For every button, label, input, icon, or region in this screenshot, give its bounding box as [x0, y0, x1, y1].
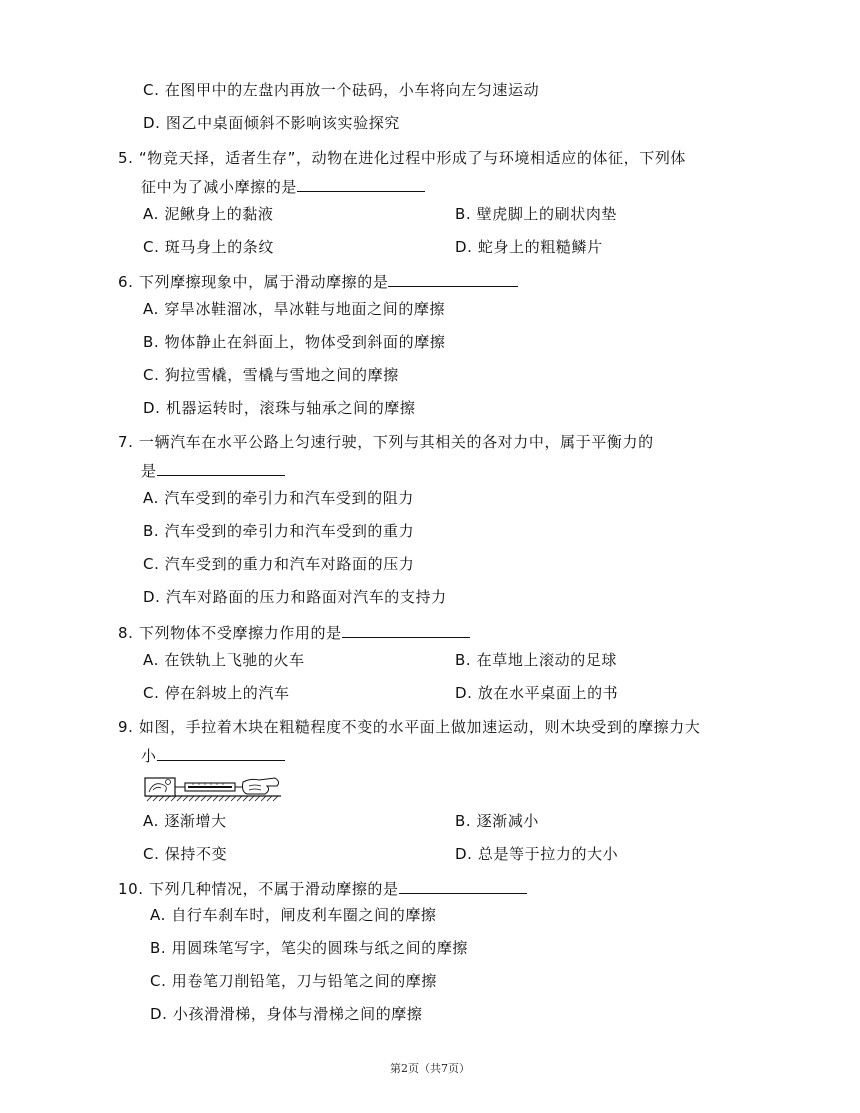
q7-option-c: C. 汽车受到的重力和汽车对路面的压力 — [143, 555, 415, 573]
q8-stem-text: 8. 下列物体不受摩擦力作用的是 — [118, 624, 342, 642]
q10-option-d: D. 小孩滑滑梯，身体与滑梯之间的摩擦 — [150, 1005, 423, 1023]
pulling-block-figure — [143, 772, 283, 802]
page-footer: 第2页（共7页） — [390, 1062, 470, 1075]
q9-stem-line2 — [141, 745, 285, 766]
q6-option-b: B. 物体静止在斜面上，物体受到斜面的摩擦 — [143, 333, 446, 351]
q9-option-a: A. 逐渐增大 — [143, 812, 227, 830]
q5-option-b: B. 壁虎脚上的刷状肉垫 — [455, 205, 618, 223]
q8-option-c: C. 停在斜坡上的汽车 — [143, 684, 290, 702]
q6-stem — [118, 271, 518, 292]
q7-stem-text: 是 — [141, 462, 157, 480]
q8-option-d: D. 放在水平桌面上的书 — [455, 684, 619, 702]
q10-stem-text: 10. 下列几种情况，不属于滑动摩擦的是 — [118, 880, 399, 898]
q10-option-a: A. 自行车刹车时，闸皮利车圈之间的摩擦 — [150, 906, 437, 924]
q9-stem-line1: 9. 如图，手拉着木块在粗糙程度不变的水平面上做加速运动，则木块受到的摩擦力大 — [118, 718, 701, 736]
q8-option-b: B. 在草地上滚动的足球 — [455, 651, 618, 669]
q8-stem — [118, 622, 470, 643]
q6-option-a: A. 穿旱冰鞋溜冰，旱冰鞋与地面之间的摩擦 — [143, 300, 446, 318]
q7-option-b: B. 汽车受到的牵引力和汽车受到的重力 — [143, 522, 415, 540]
answer-blank — [388, 271, 518, 287]
q5-option-c: C. 斑马身上的条纹 — [143, 238, 275, 256]
answer-blank — [157, 460, 285, 476]
q7-stem-line2 — [141, 460, 285, 481]
q4-option-c: C. 在图甲中的左盘内再放一个砝码，小车将向左匀速运动 — [143, 81, 540, 99]
q9-stem-text: 小 — [141, 747, 157, 765]
q9-option-c: C. 保持不变 — [143, 845, 228, 863]
q7-stem-line1: 7. 一辆汽车在水平公路上匀速行驶，下列与其相关的各对力中，属于平衡力的 — [118, 433, 654, 451]
answer-blank — [157, 745, 285, 761]
q5-option-d: D. 蛇身上的粗糙鳞片 — [455, 238, 603, 256]
q5-stem-text: 征中为了减小摩擦的是 — [141, 178, 298, 196]
q6-option-d: D. 机器运转时，滚珠与轴承之间的摩擦 — [143, 399, 416, 417]
q7-option-d: D. 汽车对路面的压力和路面对汽车的支持力 — [143, 588, 447, 606]
q8-option-a: A. 在铁轨上飞驰的火车 — [143, 651, 305, 669]
q7-option-a: A. 汽车受到的牵引力和汽车受到的阻力 — [143, 489, 414, 507]
q5-stem-line2 — [141, 176, 425, 197]
q10-option-b: B. 用圆珠笔写字，笔尖的圆珠与纸之间的摩擦 — [150, 939, 469, 957]
answer-blank — [297, 176, 425, 192]
q5-option-a: A. 泥鳅身上的黏液 — [143, 205, 274, 223]
q9-option-d: D. 总是等于拉力的大小 — [455, 845, 619, 863]
answer-blank — [399, 878, 527, 894]
q6-option-c: C. 狗拉雪橇，雪橇与雪地之间的摩擦 — [143, 366, 399, 384]
q9-option-b: B. 逐渐减小 — [455, 812, 540, 830]
q10-option-c: C. 用卷笔刀削铅笔，刀与铅笔之间的摩擦 — [150, 972, 438, 990]
q5-stem-line1: 5. “物竞天择，适者生存”，动物在进化过程中形成了与环境相适应的体征，下列体 — [118, 149, 687, 167]
answer-blank — [342, 622, 470, 638]
q4-option-d: D. 图乙中桌面倾斜不影响该实验探究 — [143, 114, 400, 132]
q6-stem-text: 6. 下列摩擦现象中，属于滑动摩擦的是 — [118, 273, 389, 291]
q10-stem — [118, 878, 527, 899]
